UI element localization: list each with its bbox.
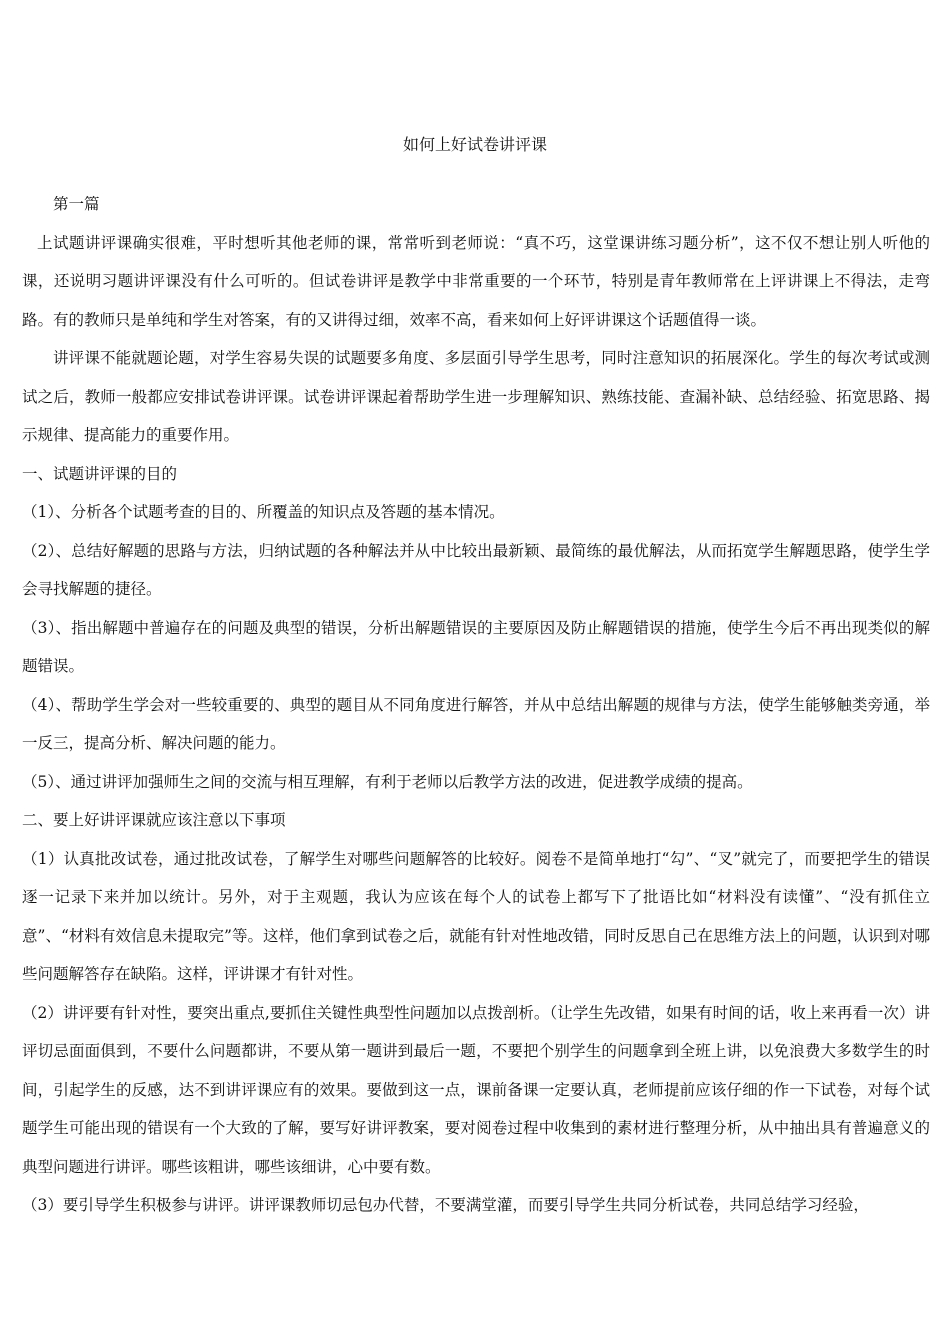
paragraph: （2）、总结好解题的思路与方法，归纳试题的各种解法并从中比较出最新颖、最简练的最优解法，从而拓宽学生解题思路，使学生学会寻找解题的捷径。 xyxy=(22,541,930,598)
document-body xyxy=(22,185,930,1225)
paragraph: （4）、帮助学生学会对一些较重要的、典型的题目从不同角度进行解答，并从中总结出解题的规律与方法，使学生能够触类旁通，举一反三，提高分析、解决问题的能力。 xyxy=(22,695,930,752)
paragraph: （5）、通过讲评加强师生之间的交流与相互理解，有利于老师以后教学方法的改进，促进教学成绩的提高。 xyxy=(22,772,753,791)
paragraph: （3）要引导学生积极参与讲评。讲评课教师切忌包办代替，不要满堂灌，而要引导学生共同分析试卷，共同总结学习经验， xyxy=(22,1196,869,1214)
paragraph: 二、要上好讲评课就应该注意以下事项 xyxy=(22,811,286,829)
paragraph: （1）、分析各个试题考查的目的、所覆盖的知识点及答题的基本情况。 xyxy=(22,503,505,521)
document-title: 如何上好试卷讲评课 xyxy=(402,135,547,154)
paragraph: 上试题讲评课确实很难，平时想听其他老师的课，常常听到老师说：“真不巧，这堂课讲练习题分析”，这不仅不想让别人听他的课，还说明习题讲评课没有什么可听的。但试卷讲评是教学中非常重要的一个环节，特别是青年教师常在上评讲课上不得法，走弯路。有的教师只是单纯和学生对答案，有的又讲得过细，效率不高，看来如何上好评讲课这个话题值得一谈。 xyxy=(22,233,930,329)
paragraph: （3）、指出解题中普遍存在的问题及典型的错误，分析出解题错误的主要原因及防止解题错误的措施，使学生今后不再出现类似的解题错误。 xyxy=(22,618,930,675)
paragraph: 讲评课不能就题论题，对学生容易失误的试题要多角度、多层面引导学生思考，同时注意知识的拓展深化。学生的每次考试或测试之后，教师一般都应安排试卷讲评课。试卷讲评课起着帮助学生进一步理解知识、熟练技能、查漏补缺、总结经验、拓宽思路、揭示规律、提高能力的重要作用。 xyxy=(22,349,930,444)
paragraph: 一、试题讲评课的目的 xyxy=(22,464,178,483)
paragraph: （1）认真批改试卷，通过批改试卷，了解学生对哪些问题解答的比较好。阅卷不是简单地打“勾”、“叉”就完了，而要把学生的错误逐一记录下来并加以统计。另外，对于主观题，我认为应该在每个人的试卷上都写下了批语比如“材料没有读懂”、“没有抓住立意”、“材料有效信息未提取完”等。这样，他们拿到试卷之后，就能有针对性地改错，同时反思自己在思维方法上的问题，认识到对哪些问题解答存在缺陷。这样，评讲课才有针对性。 xyxy=(22,849,930,983)
paragraph: （2）讲评要有针对性，要突出重点,要抓住关键性典型性问题加以点拨剖析。（让学生先改错，如果有时间的话，收上来再看一次）讲评切忌面面俱到，不要什么问题都讲，不要从第一题讲到最后一题，不要把个别学生的问题拿到全班上讲，以免浪费大多数学生的时间，引起学生的反感，达不到讲评课应有的效果。要做到这一点，课前备课一定要认真，老师提前应该仔细的作一下试卷，对每个试题学生可能出现的错误有一个大致的了解，要写好讲评教案，要对阅卷过程中收集到的素材进行整理分析，从中抽出具有普遍意义的典型问题进行讲评。哪些该粗讲，哪些该细讲，心中要有数。 xyxy=(22,1003,930,1176)
paragraph: 第一篇 xyxy=(53,195,100,213)
